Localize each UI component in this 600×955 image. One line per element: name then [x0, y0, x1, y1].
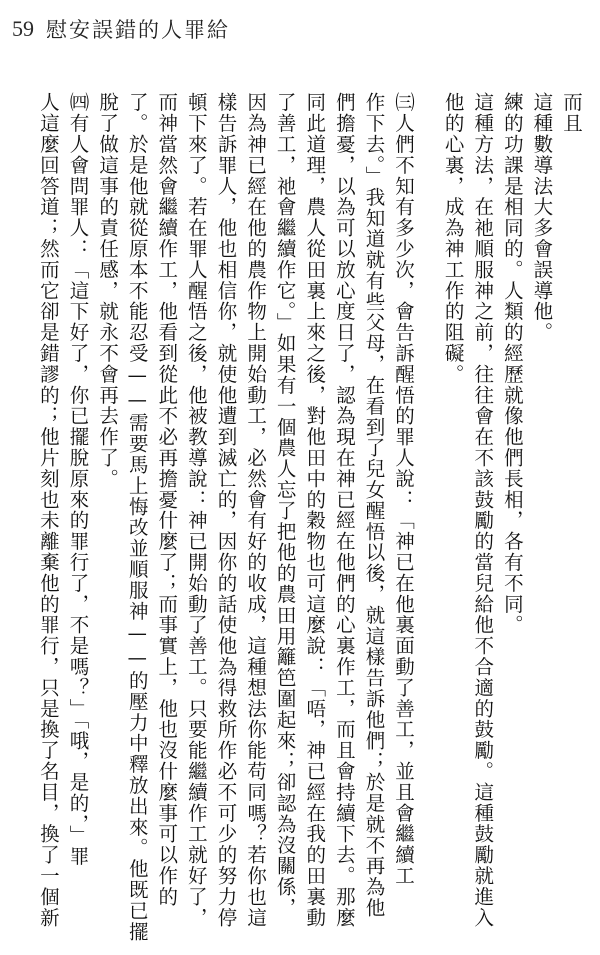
text-column-7: 作下去。」我知道就有些父母，在看到了兒女醒悟以後，就這樣告訴他們；於是就不再為他: [362, 92, 386, 919]
text-column-10: 了善工，祂會繼續作它。」如果有一個農人忘了把他的農田用籬笆圍起來；卻認為沒關係，: [273, 92, 297, 919]
text-column-1: 而且: [560, 92, 583, 134]
text-column-4: 這種方法，在祂順服神之前，往往會在不該鼓勵的當兒給他不合適的鼓勵。這種鼓勵就進入: [471, 92, 495, 928]
paragraph-gap: [418, 92, 438, 947]
body-text: [12, 92, 586, 947]
text-column-15: 了。於是他就從原本不能忍受——需要馬上悔改並順服神——的壓力中釋放出來。他既已擺: [125, 92, 149, 942]
text-column-12: 樣告訴罪人，他也相信你，就使他遭到滅亡的，因你的話使他為得救所作必不可少的努力停: [214, 92, 238, 928]
text-column-2: 這種數導法大多會誤導他。: [530, 92, 554, 343]
text-column-5: 他的心裏，成為神工作的阻礙。: [441, 92, 465, 385]
text-column-8: 們擔憂，以為可以放心度日了，認為現在神已經在他們的心裏作工，而且會持續下去。那麼: [332, 92, 356, 928]
page-header: [12, 14, 230, 44]
text-column-14: 而神當然會繼續作工，他看到從此不必再擔憂什麼了；而事實上，他也沒什麼事可以作的: [155, 92, 179, 908]
text-column-9: 同此道理，農人從田裏上來之後，對他田中的穀物也可這麼說：「唔，神已經在我的田裏動: [303, 92, 327, 928]
page-number: 59: [12, 16, 34, 41]
text-column-13: 頓下來了。若在罪人醒悟之後，他被教導說：神已開始動了善工。只要能繼續作工就好了，: [184, 92, 208, 928]
text-column-17: ㈣有人會問罪人：「這下好了，你已擺脫原來的罪行了，不是嗎？」「哦，是的，」罪: [66, 92, 90, 867]
text-column-11: 因為神已經在他的農作物上開始動工，必然會有好的收成，這種想法你能苟同嗎？若你也這: [244, 92, 268, 928]
text-column-6: ㈢人們不知有多少次，會告訴醒悟的罪人說：「神已在他裏面動了善工，並且會繼續工: [392, 92, 416, 887]
text-column-16: 脫了做這事的責任感，就永不會再去作了。: [96, 92, 120, 490]
text-column-3: 練的功課是相同的。人類的經歷就像他們長相，各有不同。: [500, 92, 524, 636]
running-title: 慰安誤錯的人罪給: [46, 18, 230, 42]
text-column-18: 人這麼回答道；然而它卻是錯謬的；他片刻也未離棄他的罪行，只是換了名目，換了一個新: [36, 92, 60, 928]
